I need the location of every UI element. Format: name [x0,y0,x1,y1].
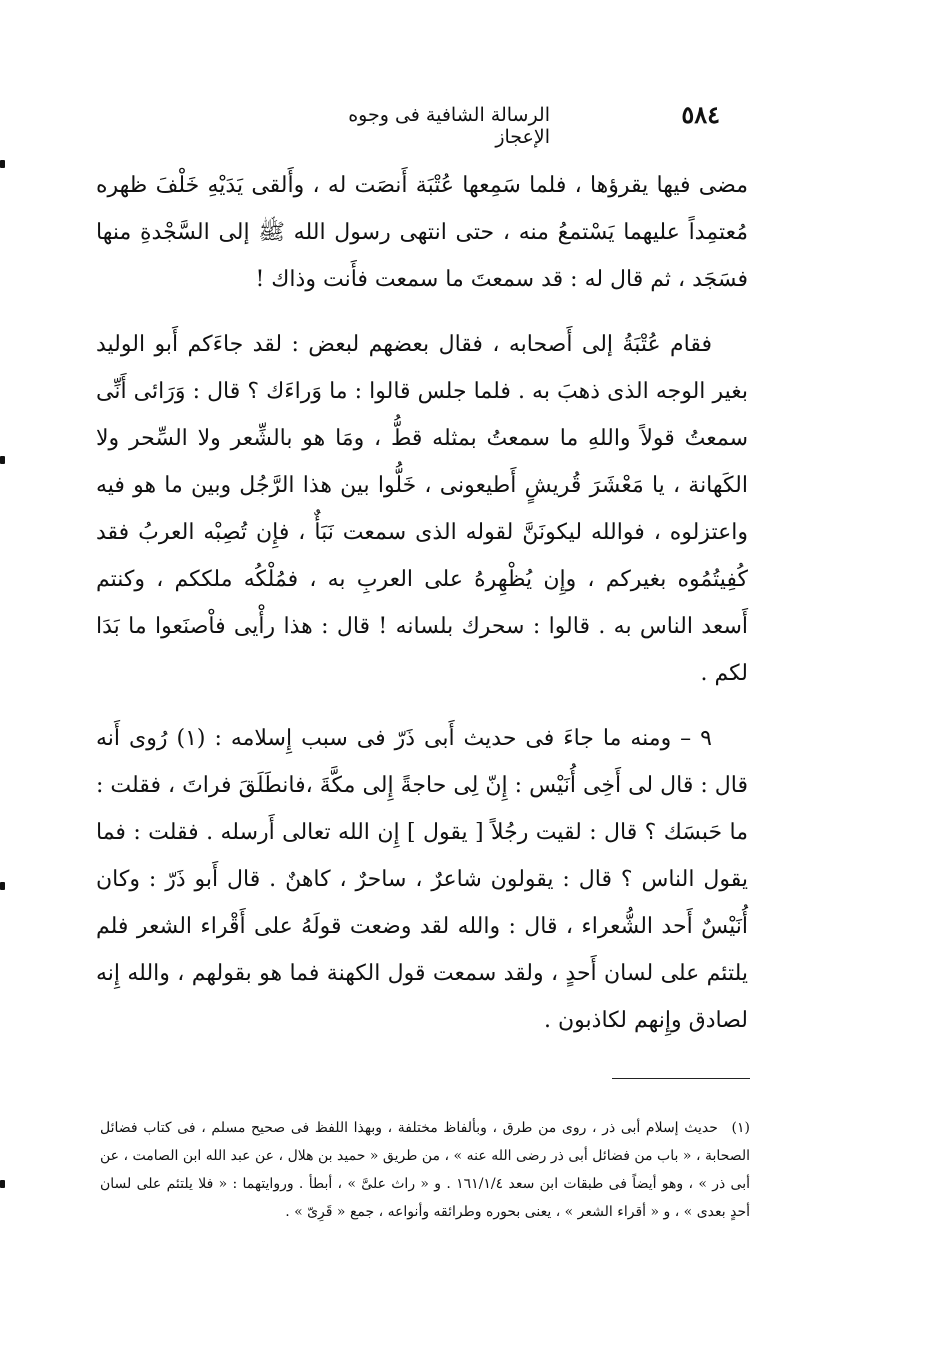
paragraph-utba: فقام عُتْبَةُ إلى أَصحابه ، فقال بعضهم لبعض : لقد جاءَكم أَبو الوليد بغير الوجه الذى ذهبَ به . فلما جلس قالوا : ما وَراءَك ؟ قال : وَرَائى أَنِّى سمعتُ قولاً واللهِ ما سمعتُ بمثله قطُّ ، ومَا هو بالشِّعر ولا السِّحر ولا الكَهانة ، يا مَعْشَرَ قُريشٍ أَطيعونى ، خَلُّوا بين هذا الرَّجُل وبين ما هو فيه واعتزلوه ، فوالله ليكونَنَّ لقوله الذى سمعت نَبَأٌ ، فإِن تُصِبْه العربُ فقد كُفِيتُمُوه بغيركم ، وإِن يُظْهِرهُ على العربِ به ، فمُلْكُه ملككم ، وكنتم أَسعد الناس به . قالوا : سحرك بلسانه ! قال : هذا رأْيى فاْصنَعوا ما بَدَا لكم . [96,332,748,686]
body-text [96,162,748,1062]
footnote-marker: (١) [731,1120,750,1136]
page-number: ٥٨٤ [681,100,720,129]
paragraph-abu-dharr: ٩ – ومنه ما جاءَ فى حديث أَبى ذَرّ فى سبب إِسلامه : (١) رُوى أَنه قال : قال لى أَخِى أُنَيْس : إِنّ لِى حاجةً إِلى مكَّةَ ،فانطَلَقَ فراتَ ، فقلت : ما حَبسَك ؟ قال : لقيت رجُلاً [ يقول ] إِن الله تعالى أَرسله . فقلت : فما يقول الناس ؟ قال : يقولون شاعرٌ ، ساحرٌ ، كاهنٌ . قال أَبو ذَرّ : وكان أُنَيْسٌ أَحد الشُّعراء ، قال : والله لقد وضعت قولَهُ على أَقْراء الشعر فلم يلتئم على لسان أَحدٍ ، ولقد سمعت قول الكهنة فما هو بقولهم ، والله إِنه لصادق وإِنهم لكاذبون . [96,726,748,1033]
running-head [300,100,720,148]
footnote-1 [100,1114,750,1226]
scan-edge-mark [0,1180,5,1188]
running-title: الرسالة الشافية فى وجوه الإعجاز [348,104,550,148]
footnote-divider [612,1078,750,1079]
paragraph-continuation: مضى فيها يقرؤها ، فلما سَمِعها عُتْبَة أَنصَت له ، وأَلقى يَدَيْهِ خَلْفَ ظهره مُعتمِداً عليهما يَسْتمعُ منه ، حتى انتهى رسول الله ﷺ إلى السَّجْدةِ منها فسَجَد ، ثم قال له : قد سمعتَ ما سمعت فأَنت وذاك ! [96,173,748,292]
scan-edge-mark [0,456,5,464]
footnote-text: حديث إسلام أبى ذر ، روى من طرق ، وبألفاظ مختلفة ، وبهذا اللفظ فى صحيح مسلم ، فى كتاب فضائل الصحابة ، « باب من فضائل أبى ذر رضى الله عنه » ، من طريق « حميد بن هلال ، عن عبد الله ابن الصامت ، عن أبى ذر » ، وهو أيضاً فى طبقات ابن سعد ١٦١/١/٤ . و « راث علىَّ » ، أبطأ . وروايتهما : « فلا يلتئم على لسان أحدٍ بعدى » ، و « أقراء الشعر » ، يعنى بحوره وطرائقه وأنواعه ، جمع « قَرِىّ » . [100,1120,750,1220]
footnotes [100,1114,750,1226]
scan-edge-mark [0,160,5,168]
scan-edge-mark [0,882,5,890]
